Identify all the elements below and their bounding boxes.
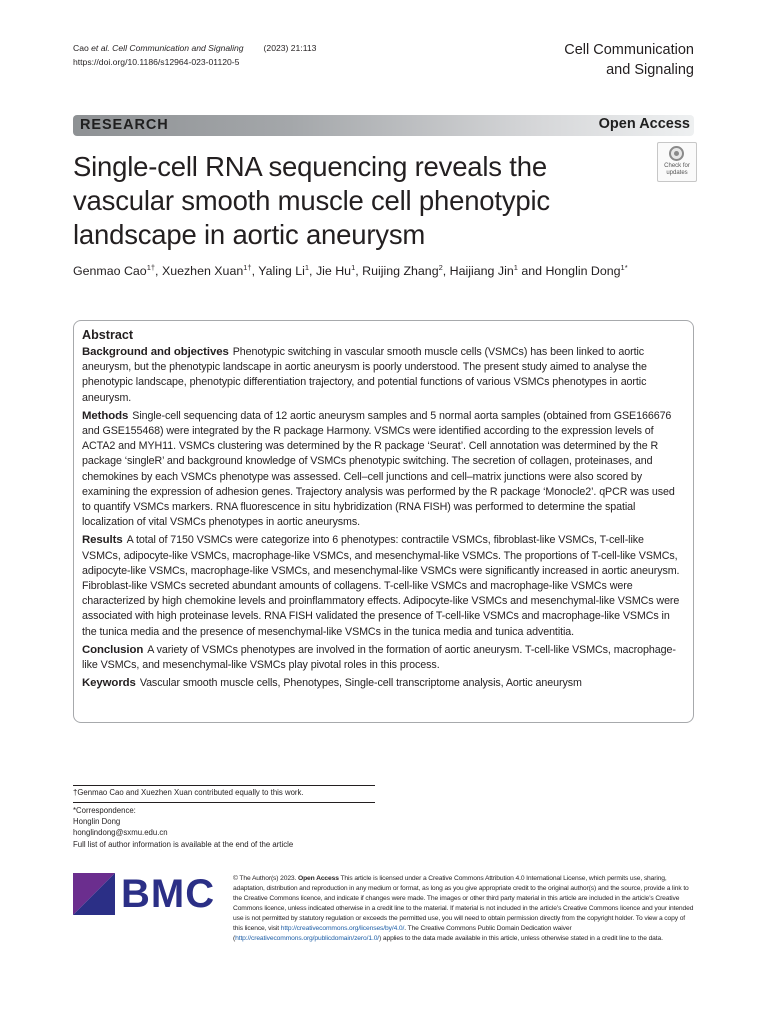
author-separator: ,: [442, 264, 450, 278]
author-affiliation: 1: [351, 262, 356, 272]
section-type-label: RESEARCH: [80, 117, 169, 133]
abstract-results: [82, 533, 685, 639]
abstract-section-text: A variety of VSMCs phenotypes are involved in the formation of aortic aneurysm. T-cell-like VSMCs, macrophage-like VSMCs, and mesenchymal-like VSMCs play pivotal roles in this process.: [82, 643, 676, 672]
license-statement: [233, 874, 695, 944]
abstract-section-text: A total of 7150 VSMCs were categorize into 6 phenotypes: contractile VSMCs, fibroblast-like VSMCs, T-cell-like VSMCs, adipocyte-like VSMCs, macrophage-like VSMCs, and mesenchymal-like VSMCs. The proportions of T-cell-like VSMCs, adipocyte-like VSMCs, macrophage-like VSMCs, and mesenchymal-like VSMCs were significantly increased in aortic aneurysm. Fibroblast-like VSMCs secreted abundant amounts of collagens. T-cell-like VSMCs and macrophage-like VSMCs were characterized by high chemokine levels and proinflammatory effects. Adipocyte-like VSMCs and mesenchymal-like VSMCs were associated with high proteinase levels. RNA FISH validated the presence of T-cell-like VSMCs and macrophage-like VSMCs in the tunica media and the presence of mesenchymal-like VSMCs in the tunica media and tunica adventitia.: [82, 534, 680, 638]
journal-name: [474, 40, 694, 80]
section-banner: [73, 115, 694, 136]
citation-header: [73, 42, 316, 69]
abstract-box: [73, 320, 694, 723]
correspondence-name: Honglin Dong: [73, 817, 121, 827]
abstract-section-heading: Methods: [82, 409, 129, 422]
abstract-section-text: Vascular smooth muscle cells, Phenotypes, Single-cell transcriptome analysis, Aortic aneurysm: [139, 677, 582, 690]
author-separator: ,: [155, 264, 162, 278]
update-check-icon: [669, 146, 684, 161]
abstract-conclusion: [82, 643, 685, 673]
author-separator: ,: [251, 264, 259, 278]
abstract-section-heading: Results: [82, 534, 123, 547]
author-name: Ruijing Zhang: [362, 264, 439, 278]
correspondence-email[interactable]: honglindong@sxmu.edu.cn: [73, 828, 168, 838]
author-affiliation: 1†: [243, 262, 252, 272]
author-separator: ,: [309, 264, 316, 278]
abstract-section-heading: Keywords: [82, 677, 136, 690]
article-title: Single-cell RNA sequencing reveals the vascular smooth muscle cell phenotypic landscape in aortic aneurysm: [73, 151, 550, 250]
author-list: [73, 262, 628, 280]
footnote-divider: [73, 785, 375, 786]
author-affiliation: 1: [304, 262, 310, 272]
cc-by-link[interactable]: http://creativecommons.org/licenses/by/4.0/: [280, 925, 405, 932]
abstract-section-text: Phenotypic switching in vascular smooth muscle cells (VSMCs) has been linked to aortic aneurysm, but the phenotypic landscape in aortic aneurysm is poorly understood. The present study aimed to analyse the phenotypic landscape, phenotypic differentiation trajectory, and potential functions of various VSMCs phenotypes in aortic aneurysm.: [82, 346, 647, 404]
bmc-logo: [73, 872, 216, 916]
author-name: Genmao Cao: [73, 264, 147, 278]
author-separator: and: [517, 264, 546, 278]
copyright-text: © The Author(s) 2023.: [233, 875, 297, 882]
license-body-3: ) applies to the data made available in this article, unless otherwise stated in a credit line to the data.: [379, 935, 663, 942]
correspondence-divider: [73, 802, 375, 803]
author-name: Jie Hu: [315, 264, 352, 278]
abstract-section-heading: Background and objectives: [82, 346, 229, 358]
open-access-label: Open Access: [598, 116, 690, 132]
check-for-updates-badge[interactable]: [657, 142, 697, 182]
correspondence-label: *Correspondence:: [73, 806, 136, 815]
citation-authors: Cao: [73, 43, 92, 53]
author-affiliation: 1†: [146, 262, 156, 272]
author-separator: ,: [355, 264, 363, 278]
badge-line2: updates: [666, 170, 688, 176]
citation-journal: et al. Cell Communication and Signaling: [91, 43, 244, 53]
author-affiliation: 2: [438, 262, 443, 272]
abstract-methods: [82, 409, 685, 531]
doi-link[interactable]: https://doi.org/10.1186/s12964-023-01120-5: [73, 56, 240, 67]
cc-zero-link[interactable]: http://creativecommons.org/publicdomain/zero/1.0/: [235, 935, 380, 942]
abstract-section-text: Single-cell sequencing data of 12 aortic aneurysm samples and 5 normal aorta samples (obtained from GSE166676 and GSE155468) were integrated by the R package Harmony. VSMCs were identified according to the expression levels of ACTA2 and MYH11. VSMCs clustering was determined by the R package ‘Seurat’. Cell annotation was determined by the R package ‘singleR’ and background knowledge of VSMCs phenotypic switching. The secretion of collagen, proteinases, and chemokines by each VSMCs phenotype was assessed. Cell–cell junctions and cell–matrix junctions were also scored by examining the expression of adhesion genes. Trajectory analysis was performed by the R package ‘Monocle2’. qPCR was used to quantify VSMCs markers. RNA fluorescence in situ hybridization (RNA FISH) was performed to determine the spatial localization of vital VSMCs phenotypes in aortic aneurysms.: [82, 409, 675, 529]
author-info-note: Full list of author information is available at the end of the article: [73, 839, 294, 849]
author-name: Haijiang Jin: [449, 264, 514, 278]
author-name: Xuezhen Xuan: [161, 264, 244, 278]
journal-name-line1: Cell Communication: [564, 42, 694, 58]
journal-name-line2: and Signaling: [606, 62, 694, 78]
author-name: Yaling Li: [258, 264, 305, 278]
license-body: This article is licensed under a Creative Commons Attribution 4.0 International License, which permits use, sharing, adaptation, distribution and reproduction in any medium or format, as long as you give appropriate credit to the original author(s) and the source, provide a link to the Creative Commons licence, and indicate if changes were made. The images or other third party material in this article are included in the article’s Creative Commons licence, unless indicated otherwise in a credit line to the material. If material is not included in the article’s Creative Commons licence and your intended use is not permitted by statutory regulation or exceeds the permitted use, you will need to obtain permission directly from the copyright holder. To view a copy of this licence, visit: [233, 875, 694, 932]
bmc-logo-icon: [73, 873, 115, 915]
author-affiliation: 1: [513, 262, 518, 272]
abstract-heading: Abstract: [82, 328, 134, 342]
correspondence-block: [73, 805, 293, 850]
badge-line1: Check for: [664, 163, 690, 169]
citation-year: (2023) 21:113: [263, 43, 317, 53]
equal-contribution-note: †Genmao Cao and Xuezhen Xuan contributed equally to this work.: [73, 788, 304, 797]
author-name: Honglin Dong: [545, 264, 621, 278]
abstract-background: [82, 345, 685, 406]
open-access-heading: Open Access: [298, 875, 339, 882]
author-affiliation: 1*: [620, 262, 628, 272]
bmc-logo-text: BMC: [121, 872, 216, 916]
abstract-section-heading: Conclusion: [82, 643, 144, 656]
license-body-2: . The Creative Commons Public Domain Dedication waiver (: [233, 925, 572, 942]
abstract-keywords: [82, 676, 685, 691]
